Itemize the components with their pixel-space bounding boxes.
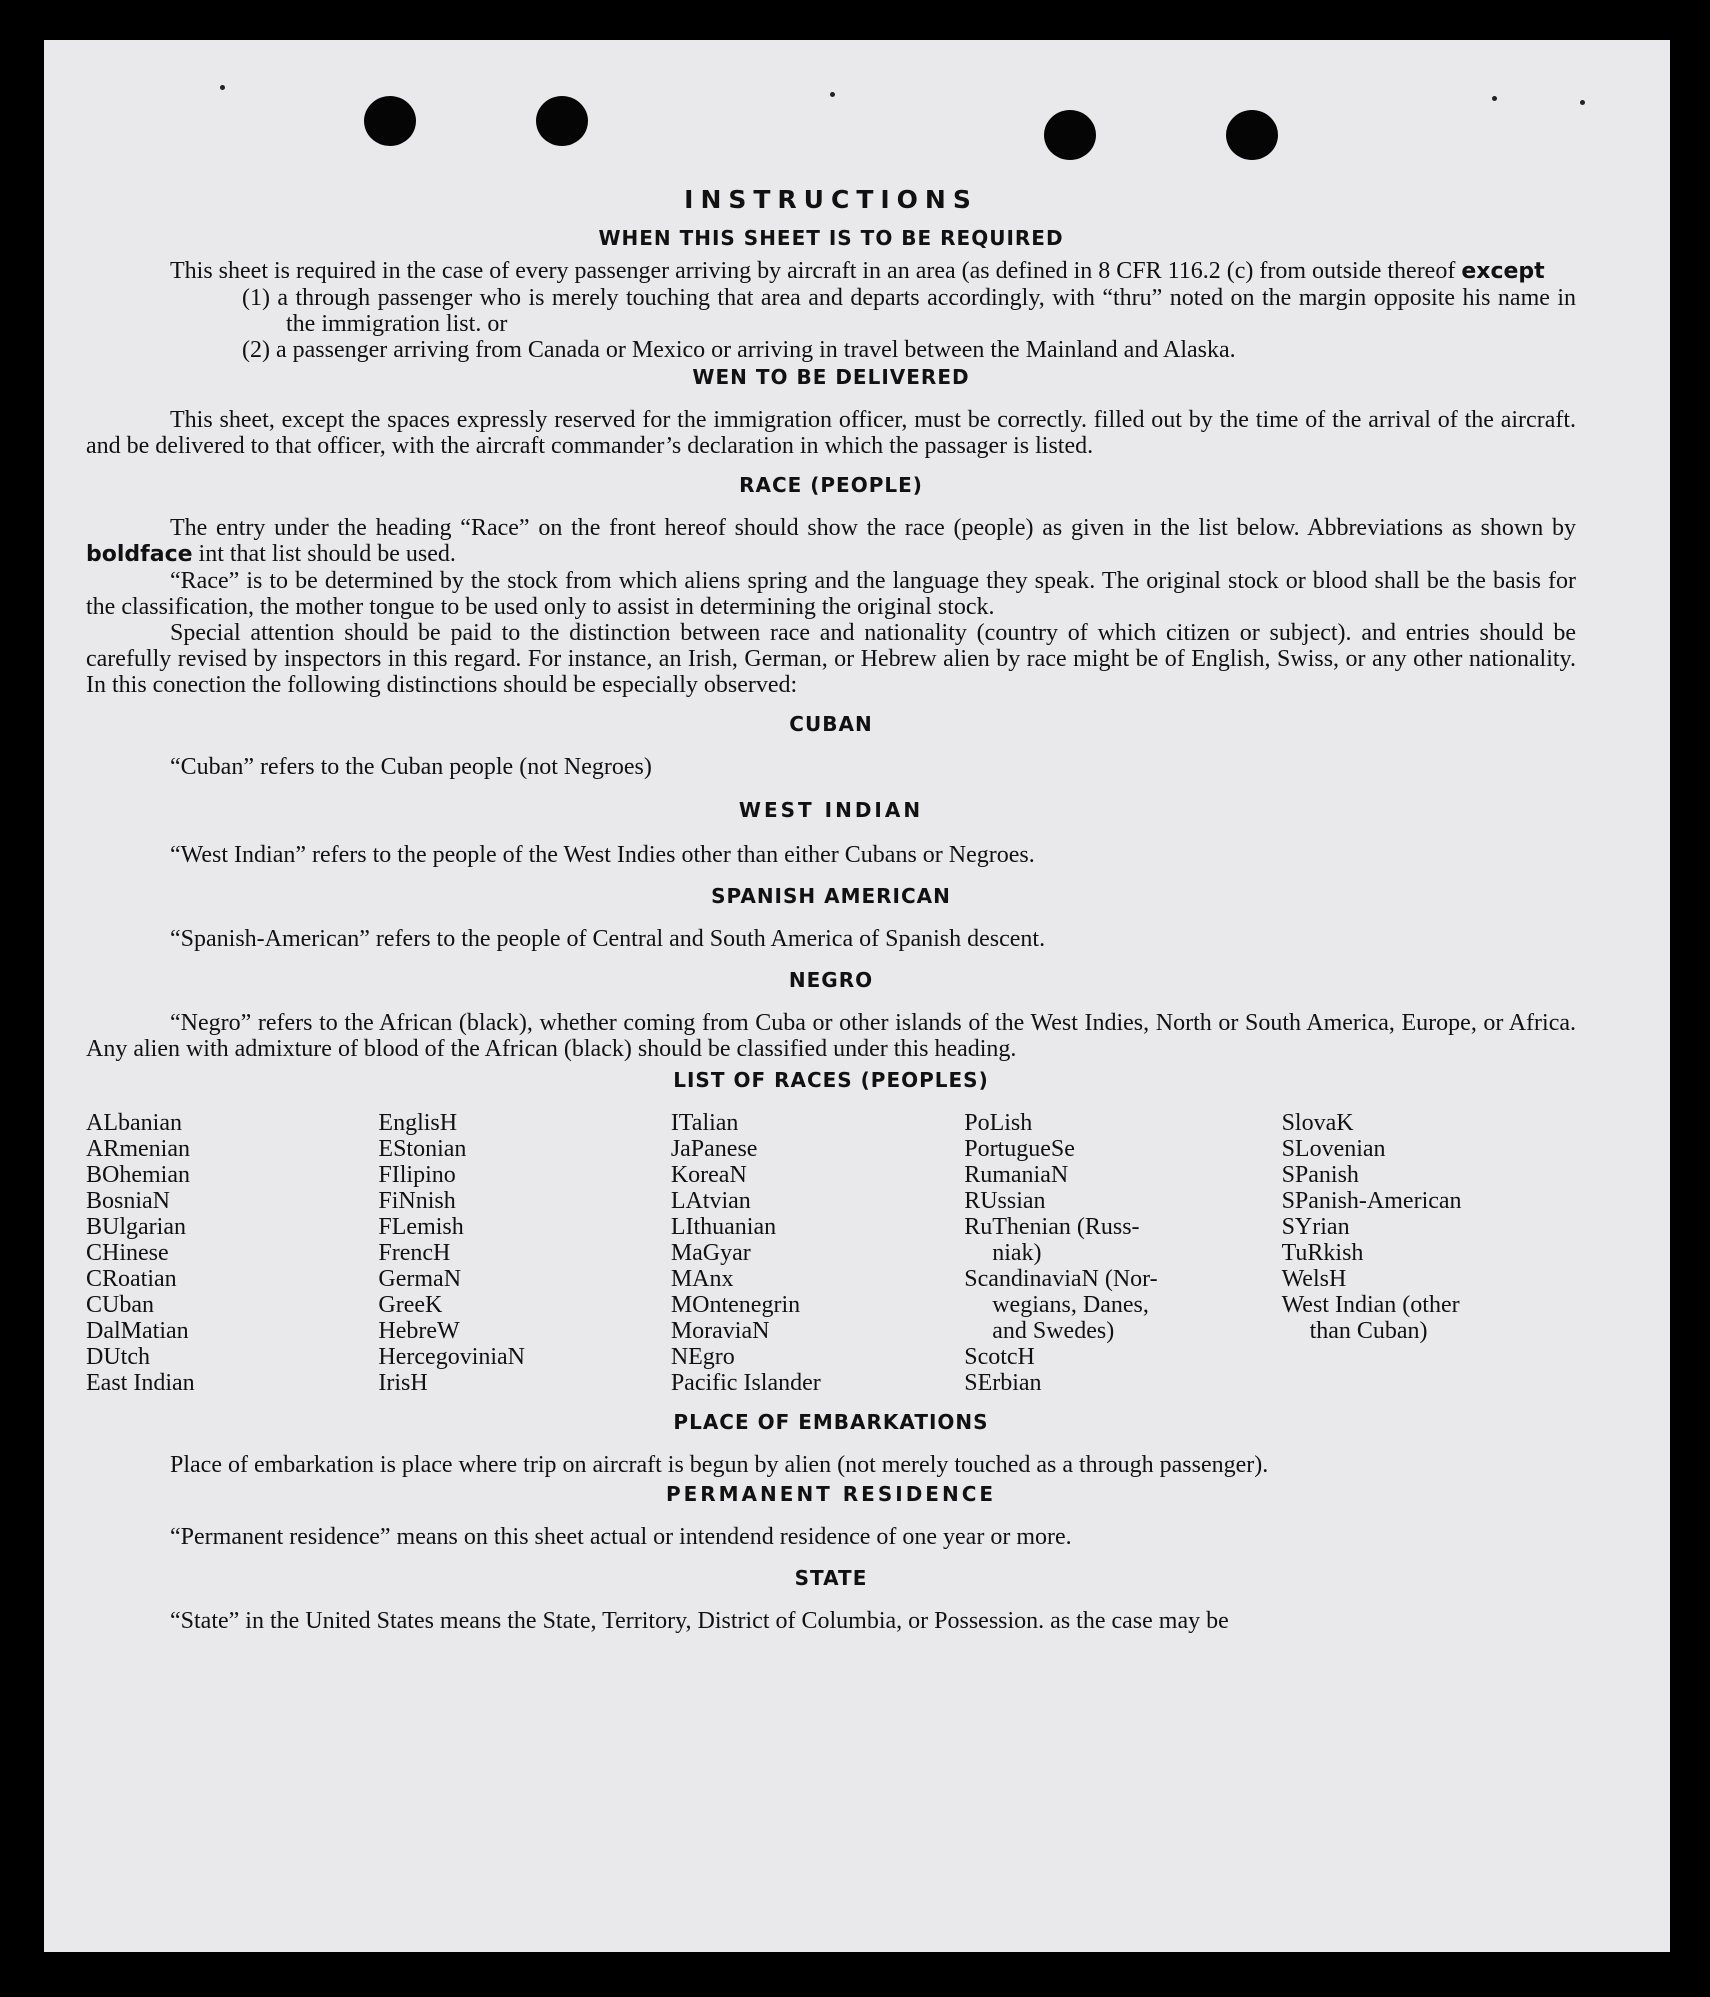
spanish-american-paragraph: “Spanish-American” refers to the people of Central and South America of Spanish descent.	[170, 926, 1046, 952]
race-item: NEgro	[670, 1344, 735, 1370]
race-item: SlovaK	[1281, 1110, 1354, 1136]
race-item: ITalian	[670, 1110, 739, 1136]
section-title-list-of-races: LIST OF RACES (PEOPLES)	[673, 1068, 989, 1092]
race-paragraph-2: “Race” is to be determined by the stock from which aliens spring and the language they speak. The original stock or blood shall be the basis for the classification, the mother tongue to be used only to assist in determining the original stock.	[86, 568, 1576, 620]
race-item: JaPanese	[670, 1136, 758, 1162]
section-title-embarkation: PLACE OF EMBARKATIONS	[673, 1410, 989, 1434]
race-item: LIthuanian	[670, 1214, 777, 1240]
race-item: KoreaN	[670, 1162, 747, 1188]
race-item: MAnx	[670, 1266, 734, 1292]
section-title-race: RACE (PEOPLE)	[739, 473, 923, 497]
exception-item-2: (2) a passenger arriving from Canada or Mexico or arriving in travel between the Mainland and Alaska.	[242, 337, 1236, 363]
paper-speck	[1580, 100, 1585, 105]
race-item-continuation: wegians, Danes,	[992, 1292, 1149, 1318]
race-item: RumaniaN	[964, 1162, 1069, 1188]
race-item: CRoatian	[86, 1266, 177, 1292]
race-item-continuation: than Cuban)	[1309, 1318, 1428, 1344]
race-item: MoraviaN	[670, 1318, 770, 1344]
race-item: RuThenian (Russ-	[964, 1214, 1140, 1240]
when-required-intro: This sheet is required in the case of every passenger arriving by aircraft in an area (as defined in 8 CFR 116.2 (c) from outside thereof	[170, 258, 1456, 284]
section-title-negro: NEGRO	[788, 968, 874, 992]
race-item: MOntenegrin	[670, 1292, 801, 1318]
race-item: GermaN	[378, 1266, 462, 1292]
race-item-continuation: and Swedes)	[992, 1318, 1115, 1344]
document-page	[44, 40, 1670, 1952]
instructions-content	[86, 185, 1576, 1634]
race-item: CHinese	[86, 1240, 169, 1266]
section-title-when-delivered: WEN TO BE DELIVERED	[692, 365, 970, 389]
race-item: SPanish-American	[1281, 1188, 1462, 1214]
section-title-when-required: WHEN THIS SHEET IS TO BE REQUIRED	[598, 226, 1064, 250]
race-item: FrencH	[378, 1240, 451, 1266]
boldface-bold: boldface	[86, 542, 193, 567]
exception-item-1: (1) a through passenger who is merely touching that area and departs accordingly, with “thru” noted on the margin opposite his name in the immigration list. or	[242, 285, 1576, 337]
section-title-state: STATE	[794, 1566, 868, 1590]
race-item: ALbanian	[86, 1110, 182, 1136]
race-item: SYrian	[1281, 1214, 1350, 1240]
punch-hole	[536, 96, 588, 146]
paper-speck	[1492, 96, 1497, 101]
race-item: EnglisH	[378, 1110, 458, 1136]
race-item: HebreW	[378, 1318, 460, 1344]
section-title-permanent-residence: PERMANENT RESIDENCE	[665, 1482, 997, 1506]
race-item: HercegoviniaN	[378, 1344, 526, 1370]
punch-hole	[1044, 110, 1096, 160]
section-title-spanish-american: SPANISH AMERICAN	[711, 884, 951, 908]
races-column-1	[86, 1110, 378, 1396]
races-column-4	[964, 1110, 1281, 1396]
race-item: ScandinaviaN (Nor-	[964, 1266, 1158, 1292]
permanent-residence-paragraph: “Permanent residence” means on this sheet actual or intendend residence of one year or more.	[170, 1524, 1072, 1550]
cuban-paragraph: “Cuban” refers to the Cuban people (not Negroes)	[170, 754, 652, 780]
race-item: Pacific Islander	[670, 1370, 821, 1396]
race-item: DalMatian	[86, 1318, 189, 1344]
punch-hole	[364, 96, 416, 146]
section-title-cuban: CUBAN	[789, 712, 873, 736]
except-bold: except	[1461, 259, 1545, 284]
race-item: PortugueSe	[964, 1136, 1075, 1162]
race-paragraph-1	[86, 515, 1576, 568]
punch-hole	[1226, 110, 1278, 160]
race-item: GreeK	[378, 1292, 443, 1318]
race-item: SErbian	[964, 1370, 1042, 1396]
race-item: FLemish	[378, 1214, 464, 1240]
race-item: BUlgarian	[86, 1214, 186, 1240]
race-item: WelsH	[1281, 1266, 1347, 1292]
race-item: IrisH	[378, 1370, 428, 1396]
page-title: INSTRUCTIONS	[684, 185, 978, 214]
races-column-5	[1282, 1110, 1576, 1396]
when-required-paragraph	[86, 258, 1576, 285]
race-item: TuRkish	[1281, 1240, 1364, 1266]
race-item: LAtvian	[670, 1188, 751, 1214]
race-item: BOhemian	[86, 1162, 190, 1188]
race-paragraph-3: Special attention should be paid to the distinction between race and nationality (country of which citizen or subject). and entries should be carefully revised by inspectors in this regard. For instance, an Irish, German, or Hebrew alien by race might be of English, Swiss, or any other nationality. In this conection the following distinctions should be especially observed:	[86, 620, 1576, 698]
race-item: ScotcH	[964, 1344, 1035, 1370]
west-indian-paragraph: “West Indian” refers to the people of the West Indies other than either Cubans or Negroes.	[170, 842, 1035, 868]
races-column-2	[378, 1110, 670, 1396]
race-p1-start: The entry under the heading “Race” on the front hereof should show the race (people) as given in the list below. Abbreviations as shown by	[170, 515, 1576, 541]
paper-speck	[830, 92, 835, 97]
race-item: West Indian (other	[1281, 1292, 1460, 1318]
races-list	[86, 1110, 1576, 1396]
state-paragraph: “State” in the United States means the State, Territory, District of Columbia, or Possession. as the case may be	[170, 1608, 1229, 1634]
race-item: SPanish	[1281, 1162, 1359, 1188]
section-title-west-indian: WEST INDIAN	[738, 798, 924, 822]
when-delivered-paragraph: This sheet, except the spaces expressly reserved for the immigration officer, must be correctly. filled out by the time of the arrival of the aircraft. and be delivered to that officer, with the aircraft commander’s declaration in which the passager is listed.	[86, 407, 1576, 459]
race-item: EStonian	[378, 1136, 467, 1162]
race-item: SLovenian	[1281, 1136, 1386, 1162]
race-item: MaGyar	[670, 1240, 751, 1266]
races-column-3	[671, 1110, 964, 1396]
embarkation-paragraph: Place of embarkation is place where trip on aircraft is begun by alien (not merely touched as a through passenger).	[170, 1452, 1269, 1478]
race-item: East Indian	[86, 1370, 195, 1396]
race-item: RUssian	[964, 1188, 1046, 1214]
race-item: PoLish	[964, 1110, 1033, 1136]
race-item: ARmenian	[86, 1136, 190, 1162]
race-item: BosniaN	[86, 1188, 170, 1214]
race-item-continuation: niak)	[992, 1240, 1042, 1266]
race-item: DUtch	[86, 1344, 150, 1370]
race-p1-end: int that list should be used.	[198, 541, 456, 567]
race-item: FiNnish	[378, 1188, 456, 1214]
negro-paragraph: “Negro” refers to the African (black), whether coming from Cuba or other islands of the West Indies, North or South America, Europe, or Africa. Any alien with admixture of blood of the African (black) should be classified under this heading.	[86, 1010, 1576, 1062]
race-item: CUban	[86, 1292, 154, 1318]
paper-speck	[220, 85, 225, 90]
race-item: FIlipino	[378, 1162, 456, 1188]
